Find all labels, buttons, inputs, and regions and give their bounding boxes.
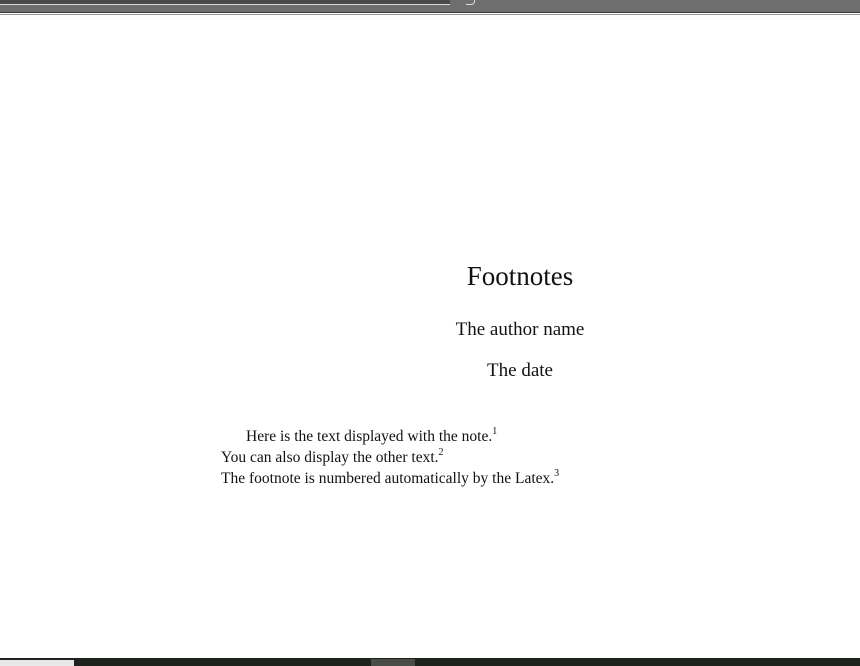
- footnote-mark[interactable]: 3: [554, 468, 560, 479]
- taskbar-window-button[interactable]: [371, 659, 415, 666]
- footnote-mark[interactable]: 1: [492, 426, 498, 437]
- document-page: [0, 15, 860, 658]
- footnote-mark[interactable]: 2: [438, 447, 444, 458]
- body-paragraph: [221, 426, 559, 489]
- taskbar-start-button[interactable]: [0, 660, 74, 666]
- document-date: The date: [487, 360, 553, 381]
- document-title: Footnotes: [466, 261, 574, 291]
- document-author: The author name: [455, 319, 585, 340]
- paragraph-line: [221, 426, 559, 447]
- viewer-toolbar: [0, 0, 860, 13]
- paragraph-line: [221, 468, 559, 489]
- taskbar: [0, 658, 860, 666]
- line-text: Here is the text displayed with the note.: [246, 428, 493, 445]
- paragraph-line: [221, 447, 559, 468]
- search-icon[interactable]: [466, 0, 475, 5]
- line-text: You can also display the other text.: [221, 449, 439, 466]
- toolbar-divider: [0, 12, 860, 13]
- address-field[interactable]: [0, 0, 450, 5]
- line-text: The footnote is numbered automatically by the Latex.: [221, 470, 555, 487]
